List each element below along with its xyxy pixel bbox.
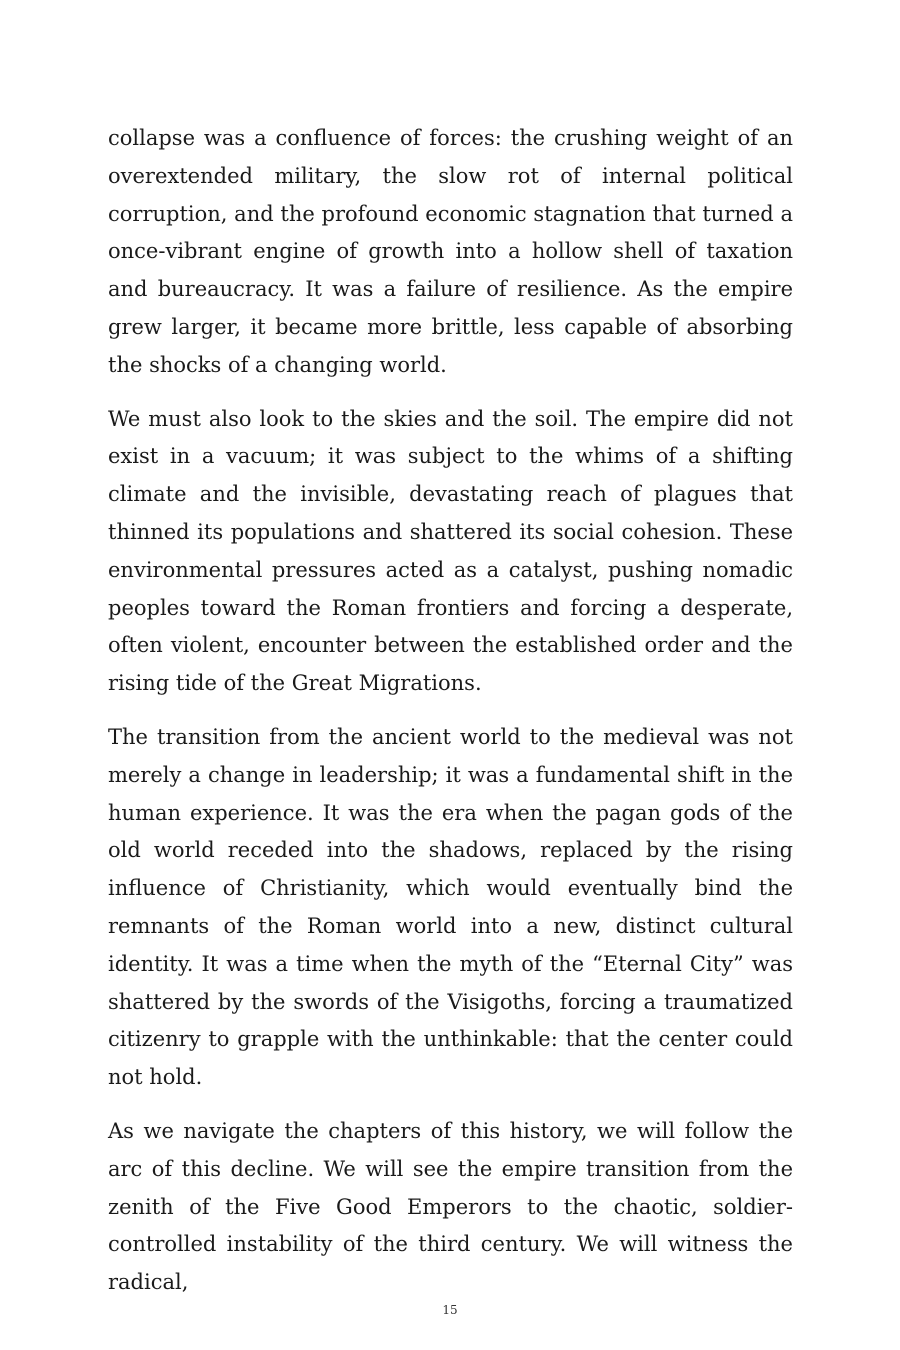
page-number: 15 (442, 1303, 458, 1317)
paragraph-4: As we navigate the chapters of this history, we will follow the arc of this decline. We will see the empire transition from the zenith of the Five Good Emperors to the chaotic, soldier-controlled instability of the third century. We will witness the radical, (108, 1118, 793, 1295)
paragraph-2: We must also look to the skies and the soil. The empire did not exist in a vacuum; it was subject to the whims of a shifting climate and the invisible, devastating reach of plagues that thinned its populations and shattered its social cohesion. These environmental pressures acted as a catalyst, pushing nomadic peoples toward the Roman frontiers and forcing a desperate, often violent, encounter between the established order and the rising tide of the Great Migrations. (108, 406, 793, 696)
body-text (108, 120, 793, 1318)
paragraph-3: The transition from the ancient world to the medieval was not merely a change in leadership; it was a fundamental shift in the human experience. It was the era when the pagan gods of the old world receded into the shadows, replaced by the rising influence of Christianity, which would eventually bind the remnants of the Roman world into a new, distinct cultural identity. It was a time when the myth of the “Eternal City” was shattered by the swords of the Visigoths, forcing a traumatized citizenry to grapple with the unthinkable: that the center could not hold. (108, 724, 793, 1090)
paragraph-1: collapse was a confluence of forces: the crushing weight of an overextended military, the slow rot of internal political corruption, and the profound economic stagnation that turned a once-vibrant engine of growth into a hollow shell of taxation and bureaucracy. It was a failure of resilience. As the empire grew larger, it became more brittle, less capable of absorbing the shocks of a changing world. (108, 126, 793, 377)
